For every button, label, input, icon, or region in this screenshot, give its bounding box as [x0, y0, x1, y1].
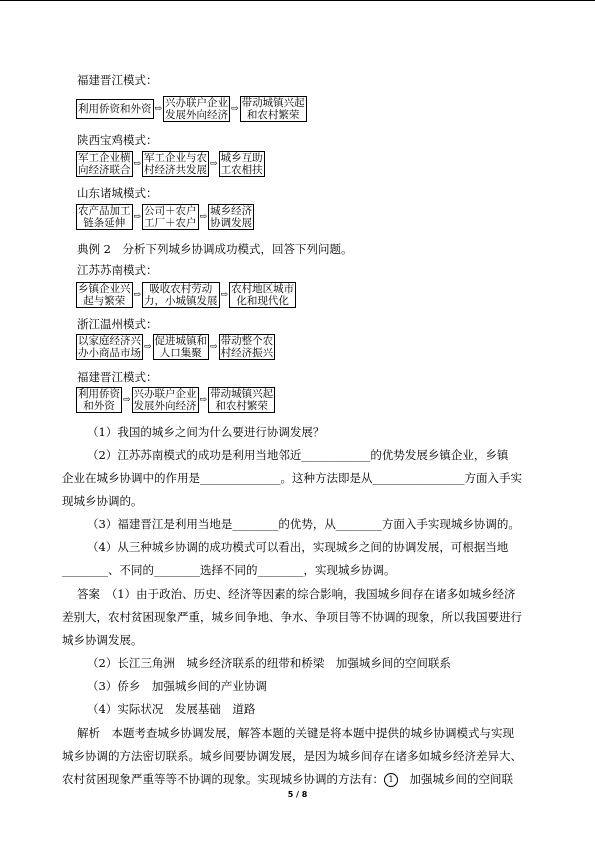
flow-box — [132, 387, 199, 413]
arrow-icon: ⇨ — [210, 159, 218, 169]
model-title-sunan: 江苏苏南模式： — [77, 263, 158, 277]
arrow-icon: ⇨ — [133, 290, 142, 300]
question-2-line-2: 企业在城乡协调中的作用是______________。这种方法即是从________________方面入手实 — [62, 471, 522, 485]
arrow-icon: ⇨ — [220, 290, 229, 300]
box-line: 吸收农村劳动 — [149, 283, 213, 295]
arrow-icon: ⇨ — [123, 395, 131, 405]
box-line: 兴办联户企业 — [165, 97, 229, 109]
box-line: 公司＋农户 — [144, 205, 197, 217]
box-line: 带动城镇兴起 — [241, 97, 305, 109]
answer-2: （2）长江三角洲 城乡经济联系的纽带和桥梁 加强城乡间的空间联系 — [87, 656, 451, 670]
box-line: 军工企业横 — [78, 152, 131, 164]
box-line: 工厂＋农户 — [144, 217, 197, 229]
analysis-line-3-text: 农村贫困现象严重等等不协调的现象。实现城乡协调的方法有： — [62, 772, 384, 786]
analysis-line-3-tail: 加强城乡间的空间联 — [398, 772, 513, 786]
flow-box — [153, 334, 210, 360]
question-4-line-2: ________、不同的________选择不同的________，实现城乡协调。 — [62, 563, 396, 577]
box-line: 村经济振兴 — [220, 347, 274, 359]
flow-sunan — [76, 282, 296, 308]
model-title-baoji: 陕西宝鸡模式： — [77, 133, 158, 147]
flow-wenzhou — [76, 334, 275, 360]
flow-box — [142, 282, 220, 308]
flow-box — [219, 334, 276, 360]
box-line: 利用侨资和外资 — [78, 103, 152, 115]
flow-jinjiang-2 — [76, 387, 275, 413]
box-line: 农村地区城市 — [231, 283, 295, 295]
flow-box — [142, 151, 209, 177]
circled-number: 1 — [384, 773, 398, 787]
arrow-icon: ⇨ — [231, 104, 239, 114]
flow-box — [208, 204, 254, 230]
flow-box — [219, 151, 265, 177]
top-rule — [0, 0, 595, 1]
model-title-zhucheng: 山东诸城模式： — [77, 186, 158, 200]
answer-line-2: 差别大，农村贫困现象严重，城乡间争地、争水、争项目等不协调的现象，所以我国要进行 — [62, 610, 522, 624]
answer-line-3: 城乡协调发展。 — [62, 633, 143, 647]
box-line: 乡镇企业兴 — [78, 283, 131, 295]
box-line: 办小商品市场 — [78, 347, 141, 359]
question-2-line-1: （2）江苏苏南模式的成功是利用当地邻近____________的优势发展乡镇企业，乡镇 — [87, 448, 509, 462]
flow-box — [76, 387, 122, 413]
flow-box — [229, 282, 296, 308]
box-line: 利用侨资 — [78, 388, 120, 400]
box-line: 人口集聚 — [159, 347, 202, 359]
arrow-icon: ⇨ — [133, 212, 142, 222]
box-line: 军工企业与农 — [144, 152, 208, 164]
analysis-line-3 — [62, 772, 513, 787]
flow-box — [142, 204, 199, 230]
analysis-line-2: 城乡协调的方法密切联系。城乡间要协调发展，是因为城乡间存在诸多如城乡经济差异大、 — [62, 749, 522, 763]
question-2-line-3: 现城乡协调的。 — [62, 494, 143, 508]
model-title-jinjiang: 福建晋江模式： — [77, 73, 158, 87]
model-title-jinjiang-2: 福建晋江模式： — [77, 370, 158, 384]
arrow-icon: ⇨ — [133, 159, 142, 169]
box-line: 带动城镇兴起 — [210, 388, 274, 400]
flow-box — [208, 387, 275, 413]
arrow-icon: ⇨ — [199, 395, 208, 405]
answer-line-1: 答案 （1）由于政治、历史、经济等因素的综合影响，我国城乡间存在诸多如城乡经济 — [77, 587, 516, 601]
box-line: 向经济联合 — [78, 164, 131, 176]
arrow-icon: ⇨ — [154, 104, 163, 114]
box-line: 以家庭经济兴 — [78, 335, 141, 347]
flow-baoji — [76, 151, 265, 177]
flow-box — [76, 334, 143, 360]
box-line: 协调发展 — [210, 217, 253, 229]
box-line: 城乡经济 — [210, 205, 253, 217]
box-line: 农产品加工 — [78, 205, 131, 217]
flow-box — [76, 99, 154, 119]
arrow-icon: ⇨ — [210, 342, 218, 352]
box-line: 村经济共发展 — [144, 164, 208, 176]
box-line: 化和现代化 — [236, 295, 289, 307]
box-line: 和农村繁荣 — [246, 109, 300, 121]
box-line: 城乡互助 — [220, 152, 263, 164]
box-line: 发展外向经济 — [133, 400, 197, 412]
box-line: 发展外向经济 — [165, 109, 229, 121]
arrow-icon: ⇨ — [199, 212, 208, 222]
flow-box — [76, 282, 133, 308]
box-line: 促进城镇和 — [154, 335, 208, 347]
answer-3: （3）侨乡 加强城乡间的产业协调 — [87, 679, 267, 693]
analysis-line-1: 解析 本题考查城乡协调发展，解答本题的关键是将本题中提供的城乡协调模式与实现 — [77, 726, 514, 740]
flow-box — [76, 204, 133, 230]
flow-zhucheng — [76, 204, 254, 230]
example-heading: 典例 2 分析下列城乡协调成功模式，回答下列问题。 — [77, 242, 353, 256]
box-line: 链条延伸 — [83, 217, 126, 229]
question-1: （1）我国的城乡之间为什么要进行协调发展？ — [87, 425, 325, 439]
flow-box — [163, 96, 230, 122]
answer-4: （4）实际状况 发展基础 道路 — [87, 702, 256, 716]
flow-box — [76, 151, 133, 177]
box-line: 和外资 — [83, 400, 115, 412]
box-line: 兴办联户企业 — [133, 388, 197, 400]
box-line: 起与繁荣 — [83, 295, 126, 307]
flow-box — [240, 96, 307, 122]
box-line: 和农村繁荣 — [215, 400, 268, 412]
question-3: （3）福建晋江是利用当地是________的优势，从________方面入手实现城乡协调的。 — [87, 517, 520, 531]
box-line: 带动整个农 — [220, 335, 274, 347]
arrow-icon: ⇨ — [144, 342, 152, 352]
box-line: 力，小城镇发展 — [144, 295, 218, 307]
box-line: 工农相扶 — [220, 164, 263, 176]
question-4-line-1: （4）从三种城乡协调的成功模式可以看出，实现城乡之间的协调发展，可根据当地 — [87, 540, 509, 554]
flow-jinjiang — [76, 96, 307, 122]
page-number: 5 / 8 — [287, 790, 308, 799]
model-title-wenzhou: 浙江温州模式： — [77, 317, 158, 331]
